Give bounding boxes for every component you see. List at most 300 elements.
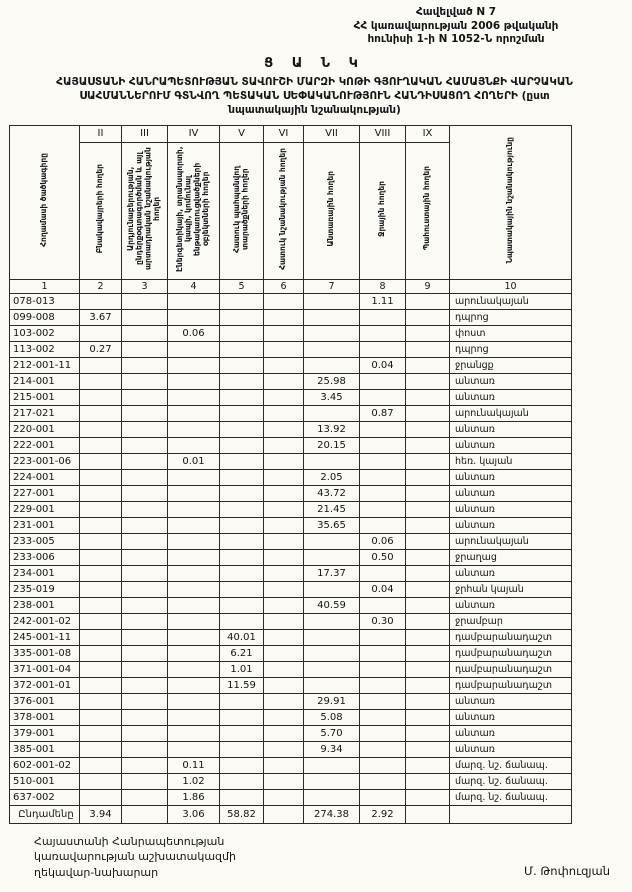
area-value-cell — [406, 629, 450, 645]
area-value-cell: 5.08 — [304, 709, 360, 725]
parcel-code: 602-001-02 — [10, 757, 80, 773]
footer-office-line-2: կառավարության աշխատակազմի — [34, 850, 236, 864]
area-value-cell — [304, 645, 360, 661]
parcel-code: 233-005 — [10, 533, 80, 549]
area-value-cell — [220, 437, 264, 453]
area-value-cell — [122, 517, 168, 533]
area-value-cell — [122, 709, 168, 725]
area-value-cell — [80, 693, 122, 709]
col-numeral-3: III — [122, 125, 168, 142]
purpose-cell: անտառ — [450, 725, 572, 741]
area-value-cell — [264, 789, 304, 805]
parcel-code: 113-002 — [10, 341, 80, 357]
area-value-cell — [406, 501, 450, 517]
area-value-cell — [360, 373, 406, 389]
area-value-cell — [168, 533, 220, 549]
area-value-cell — [220, 485, 264, 501]
area-value-cell — [80, 597, 122, 613]
total-label: Ընդամենը — [10, 805, 80, 823]
purpose-cell: դպրոց — [450, 341, 572, 357]
area-value-cell: 0.27 — [80, 341, 122, 357]
area-value-cell: 1.01 — [220, 661, 264, 677]
subtitle-line-2: ՍԱՀՄԱՆՆԵՐՈՒՄ ԳՏՆՎՈՂ ՊԵՏԱԿԱՆ ՍԵՓԱԿԱՆՈՒԹՅՈՒՆ ՀԱՆԴԻՍԱՑՈՂ ՀՈՂԵՐԻ (ըստ — [79, 89, 550, 102]
area-value-cell — [406, 661, 450, 677]
area-value-cell — [220, 517, 264, 533]
area-value-cell — [406, 709, 450, 725]
table-row — [10, 677, 572, 693]
parcel-code: 379-001 — [10, 725, 80, 741]
area-value-cell — [168, 469, 220, 485]
area-value-cell — [122, 677, 168, 693]
area-value-cell: 0.01 — [168, 453, 220, 469]
area-value-cell — [304, 453, 360, 469]
area-value-cell — [220, 357, 264, 373]
area-value-cell — [220, 565, 264, 581]
parcel-code: 223-001-06 — [10, 453, 80, 469]
table-row — [10, 741, 572, 757]
area-value-cell — [220, 725, 264, 741]
area-value-cell — [264, 357, 304, 373]
table-row — [10, 469, 572, 485]
parcel-code: 335-001-08 — [10, 645, 80, 661]
column-number: 7 — [304, 279, 360, 293]
area-value-cell — [360, 693, 406, 709]
area-value-cell — [122, 549, 168, 565]
table-header — [10, 125, 572, 293]
area-value-cell — [360, 741, 406, 757]
appendix-line-2: ՀՀ կառավարության 2006 թվականի — [353, 19, 559, 32]
table-row — [10, 293, 572, 309]
purpose-cell: դամբարանադաշտ — [450, 661, 572, 677]
area-value-cell — [264, 469, 304, 485]
parcel-code: 231-001 — [10, 517, 80, 533]
area-value-cell — [304, 613, 360, 629]
area-value-cell — [122, 389, 168, 405]
area-value-cell — [80, 773, 122, 789]
area-value-cell — [264, 693, 304, 709]
area-value-cell — [80, 501, 122, 517]
area-value-cell — [360, 517, 406, 533]
area-value-cell — [406, 597, 450, 613]
area-value-cell — [360, 709, 406, 725]
table-row — [10, 613, 572, 629]
area-value-cell — [360, 725, 406, 741]
area-value-cell — [122, 293, 168, 309]
table-row — [10, 501, 572, 517]
purpose-cell: անտառ — [450, 693, 572, 709]
area-value-cell — [220, 421, 264, 437]
col-header-purpose-label: Նպատակային նշանակությունը — [505, 136, 515, 264]
purpose-cell: դպրոց — [450, 309, 572, 325]
purpose-cell: անտառ — [450, 389, 572, 405]
area-value-cell — [80, 533, 122, 549]
purpose-cell: դամբարանադաշտ — [450, 677, 572, 693]
area-value-cell — [406, 517, 450, 533]
area-value-cell: 1.86 — [168, 789, 220, 805]
col-numeral-8: VIII — [360, 125, 406, 142]
area-value-cell — [406, 485, 450, 501]
area-value-cell — [122, 645, 168, 661]
area-value-cell — [360, 677, 406, 693]
area-value-cell — [264, 725, 304, 741]
area-value-cell — [168, 565, 220, 581]
area-value-cell — [264, 341, 304, 357]
purpose-cell: արունակայան — [450, 405, 572, 421]
area-value-cell — [360, 629, 406, 645]
area-value-cell — [304, 309, 360, 325]
area-value-cell — [122, 357, 168, 373]
table-row — [10, 661, 572, 677]
area-value-cell — [80, 421, 122, 437]
area-value-cell — [168, 597, 220, 613]
table-row — [10, 549, 572, 565]
area-value-cell — [168, 549, 220, 565]
area-value-cell: 35.65 — [304, 517, 360, 533]
area-value-cell — [264, 645, 304, 661]
area-value-cell — [80, 325, 122, 341]
area-value-cell — [80, 613, 122, 629]
col-header-forest — [304, 142, 360, 279]
column-number: 10 — [450, 279, 572, 293]
col-header-infrastructure-label: Էներգետիկայի, տրանսպորտի, կապի, կոմունալ ենթակառուցվածքների օբյեկտների հողեր — [175, 145, 211, 272]
col-header-forest-label: Անտառային հողեր — [326, 170, 336, 247]
purpose-cell: անտառ — [450, 597, 572, 613]
col-numeral-9: IX — [406, 125, 450, 142]
area-value-cell — [220, 709, 264, 725]
area-value-cell — [264, 805, 304, 823]
purpose-cell: անտառ — [450, 517, 572, 533]
area-value-cell — [122, 373, 168, 389]
land-parcels-table — [9, 125, 572, 824]
area-value-cell — [122, 757, 168, 773]
parcel-code: 214-001 — [10, 373, 80, 389]
area-value-cell — [360, 453, 406, 469]
area-value-cell — [168, 581, 220, 597]
area-value-cell — [264, 373, 304, 389]
area-value-cell — [304, 549, 360, 565]
area-value-cell — [304, 677, 360, 693]
area-value-cell — [264, 325, 304, 341]
purpose-cell: անտառ — [450, 437, 572, 453]
column-number: 5 — [220, 279, 264, 293]
col-header-special-label: Հատուկ նշանակության հողեր — [278, 147, 288, 270]
table-row — [10, 597, 572, 613]
purpose-cell: դամբարանադաշտ — [450, 645, 572, 661]
area-value-cell — [168, 501, 220, 517]
purpose-cell: անտառ — [450, 469, 572, 485]
area-value-cell — [406, 725, 450, 741]
area-value-cell — [80, 645, 122, 661]
area-value-cell — [360, 565, 406, 581]
area-value-cell — [406, 565, 450, 581]
area-value-cell — [220, 741, 264, 757]
col-header-industrial-label: Արդյունաբերության, ընդերքօգտագործման և այլ արտադրական նշանակության հողեր — [126, 147, 162, 270]
area-value-cell — [80, 677, 122, 693]
area-value-cell — [360, 773, 406, 789]
area-value-cell: 9.34 — [304, 741, 360, 757]
col-header-reserve — [406, 142, 450, 279]
col-header-special — [264, 142, 304, 279]
parcel-code: 078-013 — [10, 293, 80, 309]
area-value-cell — [80, 549, 122, 565]
parcel-code: 212-001-11 — [10, 357, 80, 373]
parcel-code: 215-001 — [10, 389, 80, 405]
area-value-cell — [80, 293, 122, 309]
subtitle-line-1: ՀԱՅԱՍՏԱՆԻ ՀԱՆՐԱՊԵՏՈՒԹՅԱՆ ՏԱՎՈՒՇԻ ՄԱՐԶԻ ԿՈԹԻ ԳՅՈՒՂԱԿԱՆ ՀԱՄԱՅՆՔԻ ՎԱՐՉԱԿԱՆ — [56, 75, 573, 88]
area-value-cell — [406, 309, 450, 325]
purpose-cell — [450, 805, 572, 823]
table-row — [10, 389, 572, 405]
col-numeral-5: V — [220, 125, 264, 142]
parcel-code: 229-001 — [10, 501, 80, 517]
parcel-code: 238-001 — [10, 597, 80, 613]
area-value-cell — [360, 421, 406, 437]
area-value-cell — [220, 549, 264, 565]
area-value-cell: 11.59 — [220, 677, 264, 693]
parcel-code: 510-001 — [10, 773, 80, 789]
col-header-protected-label: Հատուկ պահպանվող տարածքների հողեր — [231, 164, 250, 253]
area-value-cell: 21.45 — [304, 501, 360, 517]
area-value-cell: 0.30 — [360, 613, 406, 629]
area-value-cell — [220, 309, 264, 325]
area-value-cell — [304, 757, 360, 773]
area-value-cell — [168, 389, 220, 405]
area-value-cell — [406, 549, 450, 565]
area-value-cell — [168, 485, 220, 501]
table-row — [10, 421, 572, 437]
purpose-cell: մարզ. նշ. ճանապ. — [450, 757, 572, 773]
appendix-line-1: Հավելված N 7 — [415, 6, 497, 18]
table-row — [10, 581, 572, 597]
area-value-cell — [122, 469, 168, 485]
area-value-cell: 0.06 — [360, 533, 406, 549]
parcel-code: 385-001 — [10, 741, 80, 757]
parcel-code: 637-002 — [10, 789, 80, 805]
area-value-cell — [406, 293, 450, 309]
table-row — [10, 517, 572, 533]
area-value-cell — [220, 469, 264, 485]
column-number: 6 — [264, 279, 304, 293]
area-value-cell: 25.98 — [304, 373, 360, 389]
area-value-cell — [122, 485, 168, 501]
area-value-cell — [264, 389, 304, 405]
area-value-cell: 3.67 — [80, 309, 122, 325]
area-value-cell: 20.15 — [304, 437, 360, 453]
area-value-cell — [122, 725, 168, 741]
area-value-cell — [220, 341, 264, 357]
area-value-cell — [360, 485, 406, 501]
area-value-cell — [122, 661, 168, 677]
area-value-cell: 3.06 — [168, 805, 220, 823]
area-value-cell — [122, 533, 168, 549]
area-value-cell — [264, 485, 304, 501]
area-value-cell — [220, 613, 264, 629]
area-value-cell — [406, 389, 450, 405]
area-value-cell — [304, 661, 360, 677]
area-value-cell — [220, 453, 264, 469]
area-value-cell — [304, 629, 360, 645]
area-value-cell — [360, 469, 406, 485]
area-value-cell: 17.37 — [304, 565, 360, 581]
area-value-cell: 5.70 — [304, 725, 360, 741]
area-value-cell — [360, 645, 406, 661]
area-value-cell — [264, 405, 304, 421]
area-value-cell — [406, 373, 450, 389]
area-value-cell: 40.59 — [304, 597, 360, 613]
area-value-cell — [264, 549, 304, 565]
area-value-cell: 2.92 — [360, 805, 406, 823]
table-body — [10, 293, 572, 823]
parcel-code: 227-001 — [10, 485, 80, 501]
area-value-cell — [80, 757, 122, 773]
area-value-cell — [122, 597, 168, 613]
area-value-cell — [80, 517, 122, 533]
area-value-cell — [264, 613, 304, 629]
area-value-cell — [168, 421, 220, 437]
area-value-cell — [220, 789, 264, 805]
col-header-water-label: Ջրային հողեր — [377, 180, 387, 237]
area-value-cell — [264, 533, 304, 549]
area-value-cell: 3.94 — [80, 805, 122, 823]
area-value-cell — [304, 293, 360, 309]
area-value-cell — [168, 661, 220, 677]
area-value-cell — [360, 389, 406, 405]
area-value-cell — [406, 581, 450, 597]
col-numeral-4: IV — [168, 125, 220, 142]
col-header-infrastructure — [168, 142, 220, 279]
col-header-parcel-code-label: Հողամասի ծածկագիրը — [39, 153, 49, 247]
area-value-cell — [406, 325, 450, 341]
area-value-cell — [80, 437, 122, 453]
area-value-cell — [122, 421, 168, 437]
parcel-code: 222-001 — [10, 437, 80, 453]
area-value-cell — [168, 373, 220, 389]
area-value-cell — [406, 437, 450, 453]
area-value-cell — [80, 661, 122, 677]
area-value-cell — [304, 789, 360, 805]
table-row — [10, 405, 572, 421]
column-number: 8 — [360, 279, 406, 293]
purpose-cell: ջրաղաց — [450, 549, 572, 565]
area-value-cell: 0.87 — [360, 405, 406, 421]
area-value-cell — [264, 773, 304, 789]
purpose-cell: մարզ. նշ. ճանապ. — [450, 773, 572, 789]
area-value-cell — [80, 485, 122, 501]
area-value-cell — [264, 677, 304, 693]
table-row — [10, 725, 572, 741]
area-value-cell — [220, 693, 264, 709]
purpose-cell: փոստ — [450, 325, 572, 341]
table-row — [10, 565, 572, 581]
appendix-line-3: հունիսի 1-ի N 1052-Ն որոշման — [367, 33, 545, 46]
area-value-cell — [220, 325, 264, 341]
area-value-cell — [168, 645, 220, 661]
parcel-code: 103-002 — [10, 325, 80, 341]
parcel-code: 371-001-04 — [10, 661, 80, 677]
subtitle-line-3: նպատակային նշանակության) — [228, 103, 401, 116]
col-header-industrial — [122, 142, 168, 279]
area-value-cell — [80, 453, 122, 469]
table-row — [10, 693, 572, 709]
document-subtitle — [17, 76, 612, 118]
area-value-cell: 29.91 — [304, 693, 360, 709]
area-value-cell — [168, 341, 220, 357]
table-row — [10, 373, 572, 389]
area-value-cell — [80, 629, 122, 645]
area-value-cell — [220, 373, 264, 389]
col-header-protected — [220, 142, 264, 279]
table-row — [10, 709, 572, 725]
area-value-cell — [264, 757, 304, 773]
table-row — [10, 533, 572, 549]
area-value-cell — [304, 325, 360, 341]
purpose-cell: անտառ — [450, 709, 572, 725]
header-row-column-numbers — [10, 279, 572, 293]
area-value-cell — [80, 709, 122, 725]
area-value-cell — [264, 629, 304, 645]
table-row — [10, 341, 572, 357]
area-value-cell: 40.01 — [220, 629, 264, 645]
table-row — [10, 485, 572, 501]
area-value-cell — [360, 309, 406, 325]
area-value-cell — [80, 581, 122, 597]
area-value-cell — [406, 533, 450, 549]
parcel-code: 217-021 — [10, 405, 80, 421]
parcel-code: 245-001-11 — [10, 629, 80, 645]
purpose-cell: արունակայան — [450, 293, 572, 309]
area-value-cell: 0.50 — [360, 549, 406, 565]
area-value-cell: 43.72 — [304, 485, 360, 501]
footer-office-block — [34, 834, 236, 880]
area-value-cell — [122, 501, 168, 517]
column-number: 3 — [122, 279, 168, 293]
area-value-cell — [220, 533, 264, 549]
table-row — [10, 453, 572, 469]
area-value-cell — [168, 709, 220, 725]
area-value-cell — [406, 805, 450, 823]
area-value-cell — [220, 405, 264, 421]
area-value-cell: 0.04 — [360, 581, 406, 597]
area-value-cell — [122, 405, 168, 421]
parcel-code: 378-001 — [10, 709, 80, 725]
purpose-cell: մարզ. նշ. ճանապ. — [450, 789, 572, 805]
area-value-cell — [220, 773, 264, 789]
purpose-cell: անտառ — [450, 741, 572, 757]
area-value-cell — [220, 597, 264, 613]
area-value-cell — [406, 741, 450, 757]
parcel-code: 235-019 — [10, 581, 80, 597]
area-value-cell: 2.05 — [304, 469, 360, 485]
column-number: 9 — [406, 279, 450, 293]
parcel-code: 242-001-02 — [10, 613, 80, 629]
purpose-cell: անտառ — [450, 421, 572, 437]
area-value-cell — [122, 325, 168, 341]
area-value-cell — [80, 357, 122, 373]
document-title: Ց Ա Ն Կ — [264, 55, 365, 71]
area-value-cell — [168, 677, 220, 693]
parcel-code: 099-008 — [10, 309, 80, 325]
area-value-cell — [122, 309, 168, 325]
area-value-cell — [168, 725, 220, 741]
area-value-cell — [304, 341, 360, 357]
col-header-settlement — [80, 142, 122, 279]
area-value-cell — [360, 597, 406, 613]
purpose-cell: ջրհան կայան — [450, 581, 572, 597]
table-row — [10, 357, 572, 373]
area-value-cell — [406, 757, 450, 773]
area-value-cell — [304, 773, 360, 789]
parcel-code: 372-001-01 — [10, 677, 80, 693]
